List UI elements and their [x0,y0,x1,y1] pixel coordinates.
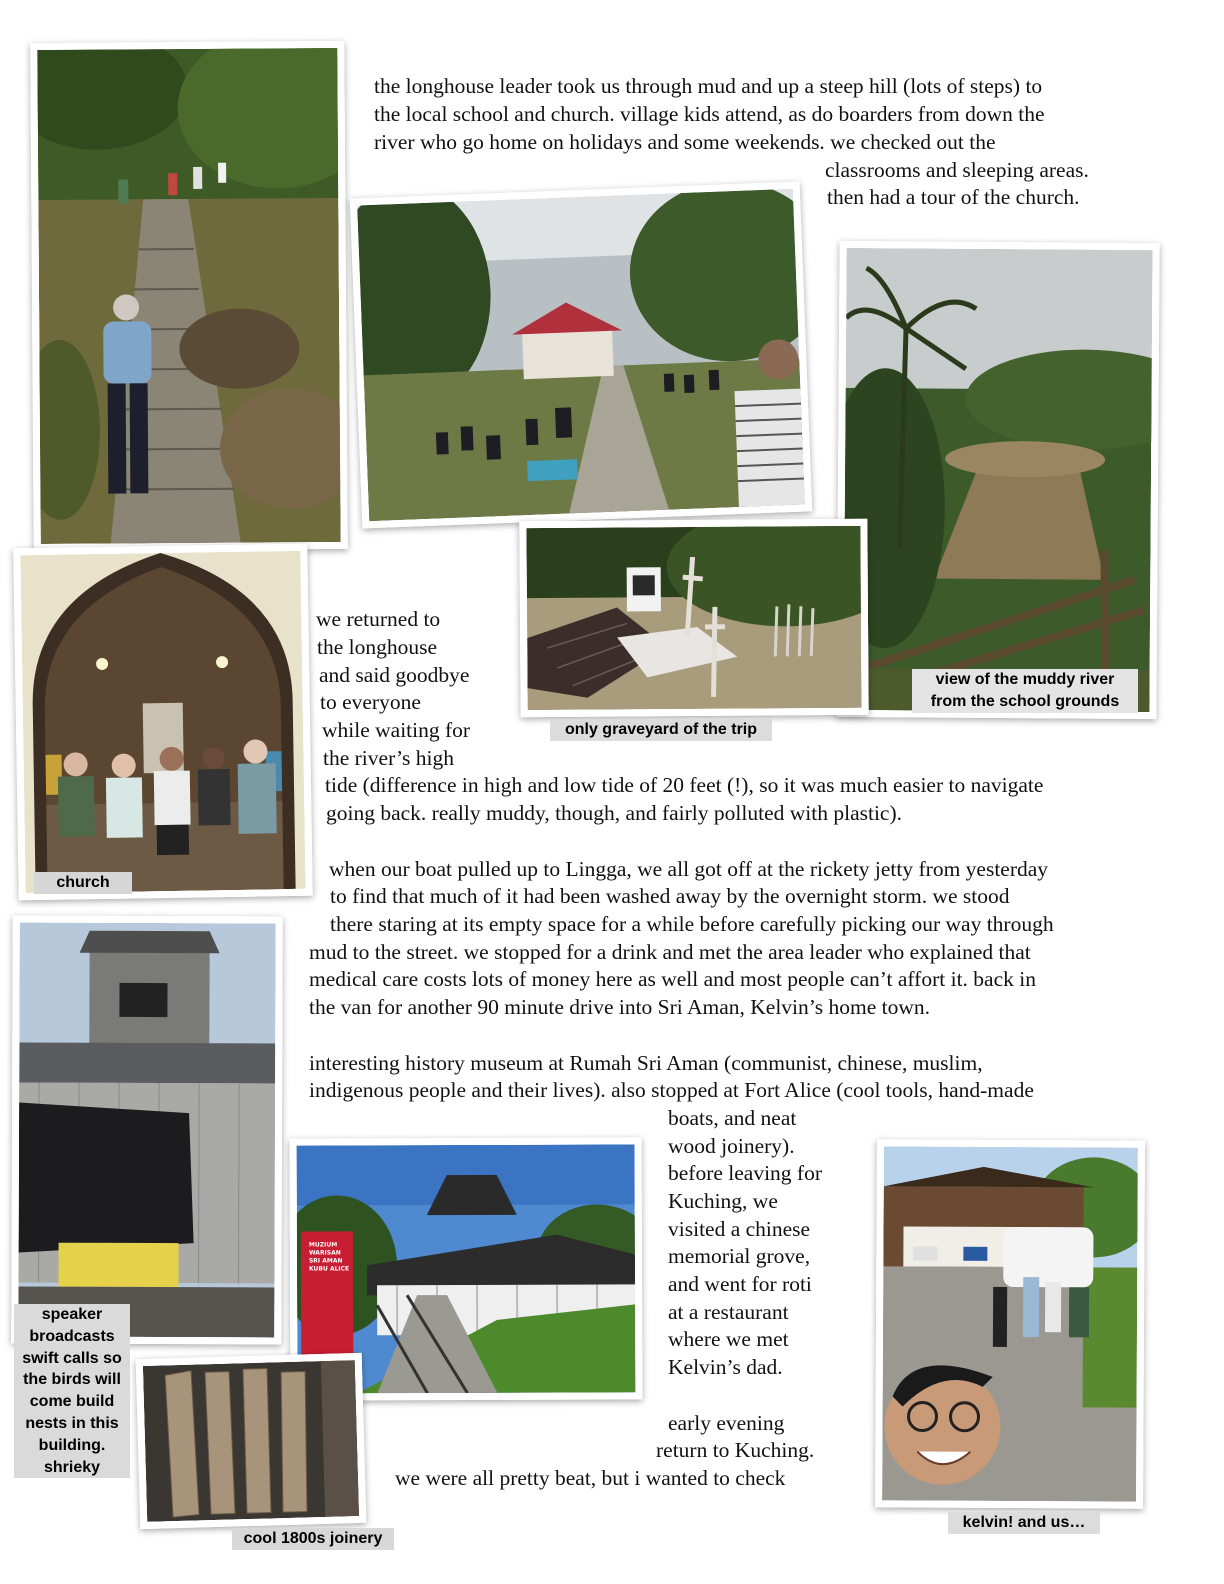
text-line: and said goodbye [319,663,470,687]
text-line: to find that much of it had been washed away by the overnight storm. we stood [330,884,1010,908]
text-line: classrooms and sleeping areas. [825,158,1089,182]
text-line: river who go home on holidays and some weekends. we checked out the [374,130,996,154]
text-line: we returned to [316,607,441,631]
text-line: early evening [668,1411,785,1435]
wood-joinery-photo [136,1353,367,1529]
text-line: wood joinery). [668,1134,795,1158]
text-line: Kuching, we [668,1189,778,1213]
text-line: there staring at its empty space for a while before carefully picking our way through [330,912,1054,936]
text-line: tide (difference in high and low tide of 20 feet (!), so it was much easier to navigate [325,773,1044,797]
text-line: the river’s high [323,746,454,770]
text-line: interesting history museum at Rumah Sri Aman (communist, chinese, muslim, [309,1051,983,1075]
muddy-river-photo [836,241,1159,719]
text-line: indigenous people and their lives). also stopped at Fort Alice (cool tools, hand-made [309,1078,1034,1102]
river-caption: view of the muddy river from the school grounds [912,669,1138,713]
hill-stairs-photo [30,41,348,551]
text-line: at a restaurant [668,1300,789,1324]
text-line: medical care costs lots of money here as well and most people can’t affort it. back in [309,967,1036,991]
text-line: while waiting for [322,718,471,742]
text-line: visited a chinese [668,1217,811,1241]
text-line: Kelvin’s dad. [668,1355,783,1379]
text-line: when our boat pulled up to Lingga, we all got off at the rickety jetty from yesterday [329,857,1049,881]
speaker-caption: speaker broadcasts swift calls so the birds will come build nests in this building. shrieky [14,1304,130,1478]
text-line: the longhouse leader took us through mud and up a steep hill (lots of steps) to [374,74,1043,98]
text-line: the local school and church. village kids attend, as do boarders from down the [374,102,1045,126]
kelvin-caption: kelvin! and us… [948,1512,1100,1534]
text-line: to everyone [320,690,421,714]
kelvin-selfie-photo [875,1139,1145,1508]
text-line: return to Kuching. [656,1438,815,1462]
graveyard-caption: only graveyard of the trip [550,719,772,741]
joinery-caption: cool 1800s joinery [232,1528,394,1550]
text-line: the longhouse [317,635,438,659]
church-interior-photo [13,544,312,901]
text-line: going back. really muddy, though, and fairly polluted with plastic). [326,801,902,825]
museum-sign: MUZIUM WARISAN SRI AMAN KUBU ALICE [308,1241,350,1273]
text-line: where we met [668,1327,789,1351]
text-line: mud to the street. we stopped for a drink and met the area leader who explained that [309,940,1031,964]
swift-building-photo [11,916,282,1345]
cemetery-church-photo [350,181,812,528]
text-line: before leaving for [668,1161,823,1185]
text-line: memorial grove, [668,1244,811,1268]
text-line: we were all pretty beat, but i wanted to check [395,1466,786,1490]
graveyard-photo [519,519,868,717]
church-caption: church [34,872,132,894]
text-line: then had a tour of the church. [827,185,1080,209]
text-line: the van for another 90 minute drive into Sri Aman, Kelvin’s home town. [309,995,931,1019]
text-line: and went for roti [668,1272,812,1296]
text-line: boats, and neat [668,1106,797,1130]
